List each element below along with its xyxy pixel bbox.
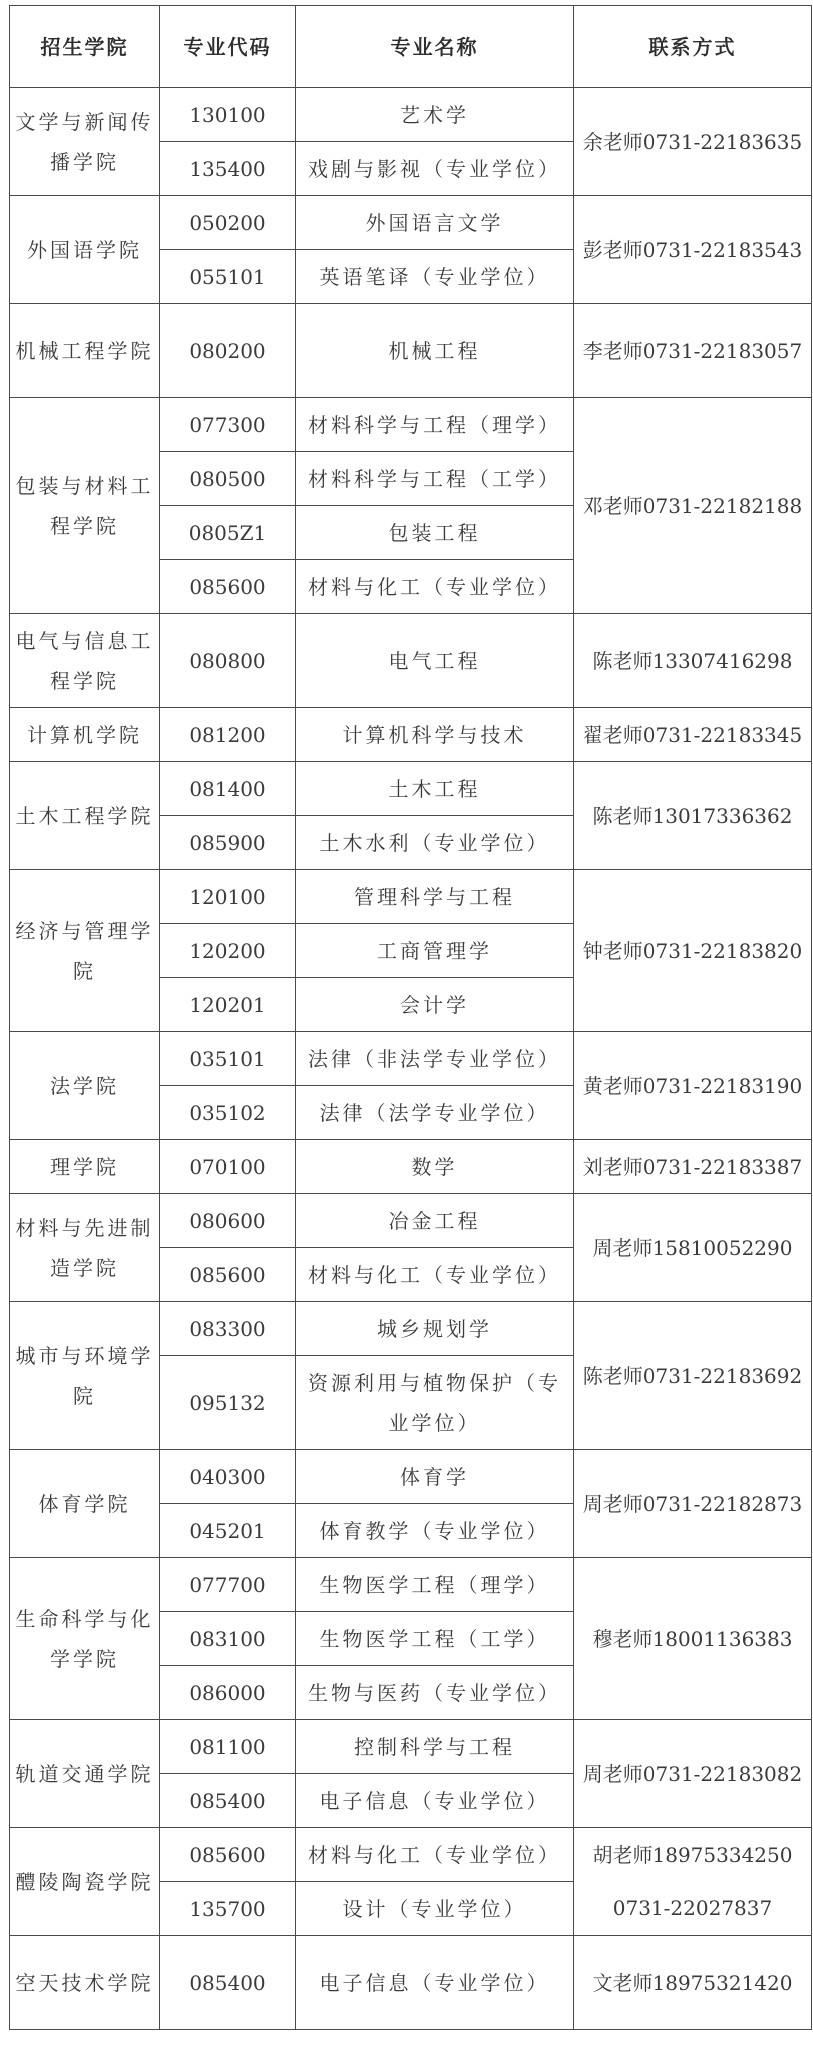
major-name-cell: 材料与化工（专业学位） [296, 1828, 574, 1882]
college-cell: 文学与新闻传播学院 [10, 88, 160, 196]
table-row [10, 304, 812, 398]
major-code-cell: 040300 [160, 1450, 296, 1504]
major-code-cell: 077700 [160, 1558, 296, 1612]
major-code-cell: 120201 [160, 978, 296, 1032]
table-row [10, 1936, 812, 2030]
major-name-cell: 资源利用与植物保护（专业学位） [296, 1356, 574, 1450]
major-code-cell: 095132 [160, 1356, 296, 1450]
major-name-cell: 体育教学（专业学位） [296, 1504, 574, 1558]
college-cell: 理学院 [10, 1140, 160, 1194]
college-cell: 经济与管理学院 [10, 870, 160, 1032]
major-name-cell: 法律（法学专业学位） [296, 1086, 574, 1140]
table-row [10, 1558, 812, 1612]
contact-cell: 彭老师0731-22183543 [574, 196, 812, 304]
major-name-cell: 英语笔译（专业学位） [296, 250, 574, 304]
major-code-cell: 081100 [160, 1720, 296, 1774]
major-name-cell: 艺术学 [296, 88, 574, 142]
contact-cell: 李老师0731-22183057 [574, 304, 812, 398]
major-code-cell: 080800 [160, 614, 296, 708]
major-code-cell: 135700 [160, 1882, 296, 1936]
table-row [10, 1302, 812, 1356]
major-code-cell: 035101 [160, 1032, 296, 1086]
contact-cell: 周老师0731-22182873 [574, 1450, 812, 1558]
contact-cell: 余老师0731-22183635 [574, 88, 812, 196]
college-cell: 城市与环境学院 [10, 1302, 160, 1450]
table-row [10, 1032, 812, 1086]
major-name-cell: 材料与化工（专业学位） [296, 1248, 574, 1302]
contact-cell: 钟老师0731-22183820 [574, 870, 812, 1032]
header-college: 招生学院 [10, 6, 160, 88]
college-cell: 体育学院 [10, 1450, 160, 1558]
header-contact: 联系方式 [574, 6, 812, 88]
major-name-cell: 材料科学与工程（理学） [296, 398, 574, 452]
table-row [10, 398, 812, 452]
major-name-cell: 戏剧与影视（专业学位） [296, 142, 574, 196]
contact-cell: 陈老师13307416298 [574, 614, 812, 708]
header-code: 专业代码 [160, 6, 296, 88]
college-cell: 外国语学院 [10, 196, 160, 304]
major-code-cell: 077300 [160, 398, 296, 452]
major-code-cell: 081400 [160, 762, 296, 816]
table-body [10, 88, 812, 2030]
major-code-cell: 055101 [160, 250, 296, 304]
major-name-cell: 材料与化工（专业学位） [296, 560, 574, 614]
major-name-cell: 生物与医药（专业学位） [296, 1666, 574, 1720]
contact-cell: 邓老师0731-22182188 [574, 398, 812, 614]
college-cell: 生命科学与化学学院 [10, 1558, 160, 1720]
contact-cell: 胡老师18975334250 [574, 1828, 812, 1882]
contact-cell: 翟老师0731-22183345 [574, 708, 812, 762]
contact-cell: 周老师15810052290 [574, 1194, 812, 1302]
college-cell: 法学院 [10, 1032, 160, 1140]
contact-cell: 黄老师0731-22183190 [574, 1032, 812, 1140]
major-name-cell: 城乡规划学 [296, 1302, 574, 1356]
college-cell: 土木工程学院 [10, 762, 160, 870]
major-name-cell: 土木水利（专业学位） [296, 816, 574, 870]
header-major: 专业名称 [296, 6, 574, 88]
major-name-cell: 材料科学与工程（工学） [296, 452, 574, 506]
major-name-cell: 数学 [296, 1140, 574, 1194]
major-code-cell: 130100 [160, 88, 296, 142]
major-code-cell: 080500 [160, 452, 296, 506]
major-name-cell: 法律（非法学专业学位） [296, 1032, 574, 1086]
major-code-cell: 085400 [160, 1774, 296, 1828]
major-code-cell: 070100 [160, 1140, 296, 1194]
major-name-cell: 计算机科学与技术 [296, 708, 574, 762]
major-name-cell: 机械工程 [296, 304, 574, 398]
major-name-cell: 控制科学与工程 [296, 1720, 574, 1774]
major-code-cell: 120100 [160, 870, 296, 924]
major-code-cell: 035102 [160, 1086, 296, 1140]
table-row [10, 708, 812, 762]
contact-cell: 穆老师18001136383 [574, 1558, 812, 1720]
major-name-cell: 会计学 [296, 978, 574, 1032]
table-row [10, 1720, 812, 1774]
major-name-cell: 包装工程 [296, 506, 574, 560]
major-code-cell: 085600 [160, 560, 296, 614]
major-code-cell: 085900 [160, 816, 296, 870]
major-name-cell: 设计（专业学位） [296, 1882, 574, 1936]
major-code-cell: 085600 [160, 1828, 296, 1882]
major-code-cell: 083100 [160, 1612, 296, 1666]
major-name-cell: 管理科学与工程 [296, 870, 574, 924]
college-cell: 空天技术学院 [10, 1936, 160, 2030]
table-row [10, 1140, 812, 1194]
contact-cell: 陈老师13017336362 [574, 762, 812, 870]
table-row [10, 196, 812, 250]
major-code-cell: 083300 [160, 1302, 296, 1356]
major-code-cell: 135400 [160, 142, 296, 196]
college-cell: 电气与信息工程学院 [10, 614, 160, 708]
major-name-cell: 工商管理学 [296, 924, 574, 978]
admissions-table [9, 5, 812, 2030]
contact-cell: 0731-22027837 [574, 1882, 812, 1936]
major-code-cell: 081200 [160, 708, 296, 762]
contact-cell: 周老师0731-22183082 [574, 1720, 812, 1828]
major-code-cell: 085400 [160, 1936, 296, 2030]
college-cell: 计算机学院 [10, 708, 160, 762]
major-code-cell: 080600 [160, 1194, 296, 1248]
table-row [10, 1828, 812, 1882]
major-code-cell: 0805Z1 [160, 506, 296, 560]
major-code-cell: 085600 [160, 1248, 296, 1302]
major-code-cell: 050200 [160, 196, 296, 250]
contact-cell: 陈老师0731-22183692 [574, 1302, 812, 1450]
college-cell: 机械工程学院 [10, 304, 160, 398]
major-code-cell: 086000 [160, 1666, 296, 1720]
contact-cell: 文老师18975321420 [574, 1936, 812, 2030]
table-container [9, 5, 812, 2030]
major-code-cell: 120200 [160, 924, 296, 978]
header-row [10, 6, 812, 88]
table-row [10, 1450, 812, 1504]
college-cell: 材料与先进制造学院 [10, 1194, 160, 1302]
major-name-cell: 土木工程 [296, 762, 574, 816]
college-cell: 轨道交通学院 [10, 1720, 160, 1828]
major-name-cell: 外国语言文学 [296, 196, 574, 250]
major-name-cell: 电子信息（专业学位） [296, 1774, 574, 1828]
college-cell: 包装与材料工程学院 [10, 398, 160, 614]
major-name-cell: 生物医学工程（工学） [296, 1612, 574, 1666]
table-row [10, 88, 812, 142]
major-name-cell: 电子信息（专业学位） [296, 1936, 574, 2030]
table-row [10, 870, 812, 924]
table-row [10, 614, 812, 708]
table-row [10, 1194, 812, 1248]
contact-cell: 刘老师0731-22183387 [574, 1140, 812, 1194]
major-name-cell: 生物医学工程（理学） [296, 1558, 574, 1612]
major-code-cell: 045201 [160, 1504, 296, 1558]
major-name-cell: 电气工程 [296, 614, 574, 708]
college-cell: 醴陵陶瓷学院 [10, 1828, 160, 1936]
major-code-cell: 080200 [160, 304, 296, 398]
major-name-cell: 冶金工程 [296, 1194, 574, 1248]
major-name-cell: 体育学 [296, 1450, 574, 1504]
table-row [10, 762, 812, 816]
